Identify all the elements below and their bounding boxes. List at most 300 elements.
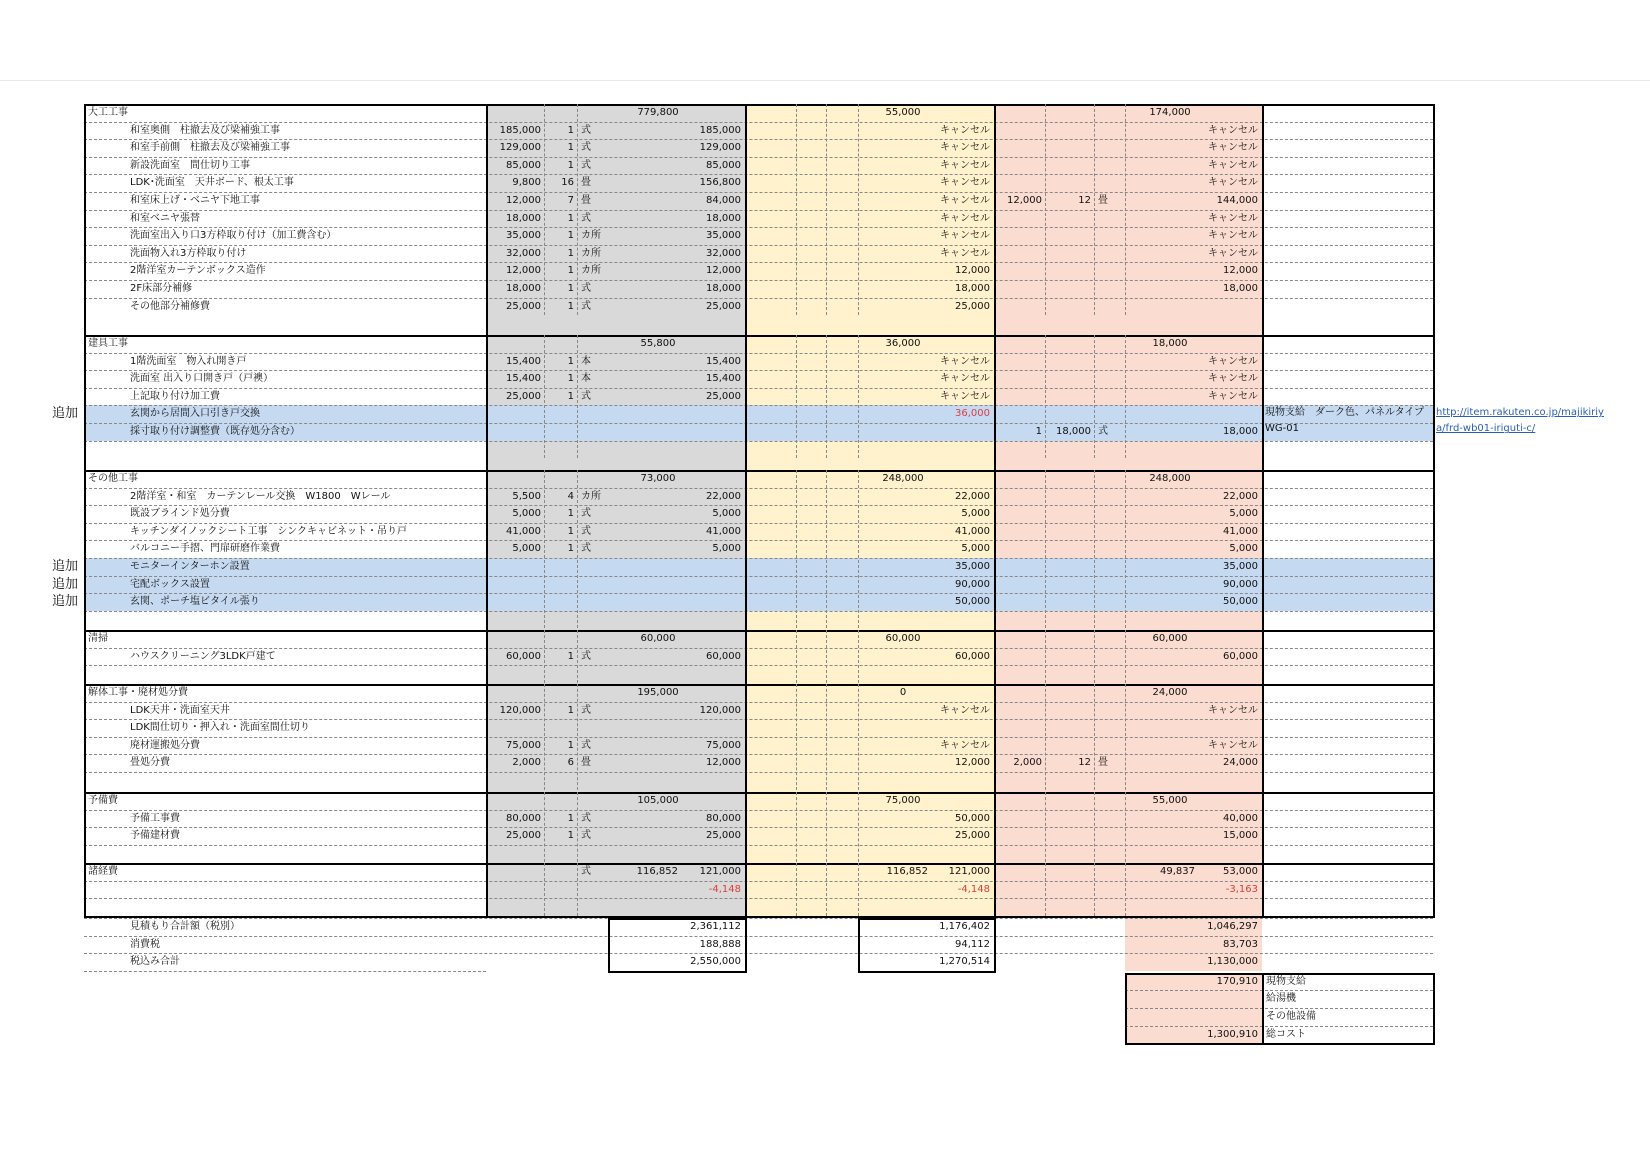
amount-c: キャンセル [1208,704,1258,716]
unit: カ所 [581,265,601,277]
added-label: 追加 [52,594,79,610]
summary-b: 1,270,514 [939,956,990,968]
amount-a: 156,800 [699,177,741,189]
unit: 式 [581,812,591,824]
column-rule [826,863,827,916]
amount-c: 18,000 [1223,283,1258,294]
section-title: 大工工事 [88,107,128,118]
item-label: ハウスクリーニング3LDK戸建て [130,650,276,662]
frame-divider-gray [486,104,488,916]
item-label: 洗面室出入り口3方枠取り付け（加工費含む） [130,230,337,242]
amount-b: 25,000 [955,300,990,312]
unit: 式 [581,508,591,520]
column-rule [544,630,545,683]
quantity: 1 [567,830,574,842]
amount-b: 5,000 [961,543,990,555]
unit: 畳 [581,757,591,769]
amount-a: 75,000 [706,739,741,751]
unit-c: 畳 [1098,757,1108,769]
column-rule [544,684,545,790]
amount-a: 5,000 [712,543,741,555]
supply-note: 現物支給 ダーク色、パネルタイプ WG-01 [1265,407,1425,435]
column-rule [1094,470,1095,628]
amount-b: 22,000 [955,490,990,502]
amount-c: キャンセル [1208,373,1258,385]
item-label: バルコニー手摺、門扉研磨作業費 [130,543,280,555]
unit-price: 85,000 [506,159,541,171]
frame-divider-notes [1262,104,1264,916]
section-total-a: 60,000 [640,633,676,644]
amount-c: キャンセル [1208,212,1258,224]
section-title: その他工事 [88,473,138,484]
column-rule [1045,863,1046,916]
amount-b: キャンセル [940,739,990,751]
quantity: 1 [567,124,574,136]
unit: 式 [581,300,591,312]
section-title: 清掃 [88,633,108,644]
amount-c: 41,000 [1223,525,1258,537]
unit: 式 [581,159,591,171]
item-label: 洗面物入れ3方枠取り付け [130,247,247,259]
quantity: 1 [567,300,574,312]
column-rule [826,684,827,790]
summary-rule [84,971,486,972]
unit-price: 12,000 [506,265,541,277]
unit-price: 9,800 [512,177,541,189]
amount-a: 41,000 [706,525,741,537]
amount-c: キャンセル [1208,390,1258,402]
expense-diff-c: -3,163 [1225,883,1258,895]
amount-a: 35,000 [706,230,741,242]
summary-a: 2,361,112 [690,921,741,932]
section-total-c: 248,000 [1149,473,1191,484]
quantity: 1 [567,812,574,824]
item-label: 玄関、ポーチ塩ビタイル張り [130,596,260,608]
section-title: 解体工事・廃材処分費 [88,687,188,698]
section-total-b: 60,000 [885,633,921,644]
item-label: 採寸取り付け調整費（既存処分含む） [130,426,300,437]
section-total-b: 248,000 [882,473,924,484]
amount-b: キャンセル [940,195,990,206]
amount-b: キャンセル [940,212,990,224]
amount-b: キャンセル [940,230,990,242]
column-rule [1045,335,1046,458]
column-rule [796,335,797,458]
unit-price: 32,000 [506,247,541,259]
summary-a: 188,888 [699,938,741,950]
section-total-a: 73,000 [640,473,676,484]
summary-c: 1,046,297 [1207,921,1258,932]
section-title: 諸経費 [88,866,118,877]
amount-b: キャンセル [940,124,990,136]
added-label: 追加 [52,576,79,592]
summary-label: 見積もり合計額（税別） [130,921,240,932]
column-rule [796,684,797,790]
quantity: 1 [567,739,574,751]
summary-c: 83,703 [1223,938,1258,950]
unit: 式 [581,830,591,842]
amount-c: 12,000 [1223,265,1258,277]
amount-c: 18,000 [1223,426,1258,437]
item-label: 和室奥側 柱撤去及び梁補強工事 [130,124,280,136]
amount-a: 85,000 [706,159,741,171]
amount-b: 36,000 [955,408,990,420]
column-rule [796,104,797,315]
quantity: 1 [567,508,574,520]
column-rule [858,863,859,916]
row-rule [84,898,1433,899]
column-rule [858,792,859,862]
item-label: 予備建材費 [130,830,180,842]
amount-a: 80,000 [706,812,741,824]
item-label: 和室床上げ・ベニヤ下地工事 [130,195,260,206]
unit: 式 [581,390,591,402]
amount-b: 50,000 [955,812,990,824]
section-total-a: 105,000 [637,795,679,806]
quantity: 1 [567,373,574,385]
item-label: 2階洋室カーテンボックス造作 [130,265,266,277]
column-rule [796,630,797,683]
amount-a: 60,000 [706,650,741,662]
column-rule [1094,684,1095,790]
column-rule [1125,684,1126,790]
amount-b: キャンセル [940,142,990,154]
unit-c: 畳 [1098,195,1108,206]
amount-b: 5,000 [961,508,990,520]
item-label: 2F床部分補修 [130,283,193,294]
unit: 式 [581,704,591,716]
section-total-c: 24,000 [1152,687,1188,698]
column-rule [577,630,578,683]
section-total-c: 18,000 [1152,338,1188,349]
column-rule [796,470,797,628]
unit-price-c: 2,000 [1013,757,1042,769]
item-label: 和室手前側 柱撤去及び梁補強工事 [130,142,290,154]
amount-b: 41,000 [955,525,990,537]
column-rule [577,684,578,790]
column-rule [1094,863,1095,916]
amount-c: 15,000 [1223,830,1258,842]
quantity: 16 [561,177,574,189]
summary-label: 消費税 [130,938,160,950]
summary-b: 1,176,402 [939,921,990,932]
column-rule [577,335,578,458]
section-total-a: 779,800 [637,107,679,118]
unit: 本 [581,373,591,385]
unit: 式 [581,525,591,537]
amount-b: 18,000 [955,283,990,294]
amount-a: 25,000 [706,390,741,402]
unit: カ所 [581,230,601,242]
item-label: LDK･洗面室 天井ボード、根太工事 [130,177,294,189]
summary-a: 2,550,000 [690,956,741,968]
item-label: 畳処分費 [130,757,170,769]
column-rule [1045,470,1046,628]
column-rule [826,630,827,683]
expense-raw-b: 116,852 [886,866,928,877]
amount-a: 120,000 [699,704,741,716]
item-label: 宅配ボックス設置 [130,578,210,590]
amount-c: 50,000 [1223,596,1258,608]
amount-b: 90,000 [955,578,990,590]
item-label: LDK天井・洗面室天井 [130,704,230,716]
extra-label: 給湯機 [1266,993,1296,1005]
unit-price-c: 1 [1035,426,1042,437]
amount-c: キャンセル [1208,124,1258,136]
unit-price: 120,000 [499,704,541,716]
quantity: 1 [567,283,574,294]
expense-a: 121,000 [699,866,741,877]
column-rule [826,104,827,315]
quantity: 1 [567,230,574,242]
amount-b: 35,000 [955,561,990,572]
column-rule [796,792,797,862]
section-total-b: 75,000 [885,795,921,806]
product-link[interactable]: http://item.rakuten.co.jp/majikiriya/frd-wb01-iriguti-c/ [1436,407,1604,435]
column-rule [544,863,545,916]
quantity: 1 [567,543,574,555]
unit-price: 60,000 [506,650,541,662]
item-label: 予備工事費 [130,812,180,824]
item-label: 1階洗面室 物入れ開き戸 [130,355,247,367]
column-rule [1094,335,1095,458]
amount-a: 18,000 [706,212,741,224]
column-rule [826,470,827,628]
item-label: 新設洗面室 間仕切り工事 [130,159,250,171]
section-title: 建具工事 [88,338,128,349]
column-rule [577,470,578,628]
row-rule [84,665,1433,666]
item-label: 廃材運搬処分費 [130,739,200,751]
amount-b: キャンセル [940,390,990,402]
item-label: 既設ブラインド処分費 [130,508,230,520]
column-rule [858,630,859,683]
unit: カ所 [581,490,601,502]
extra-value: 170,910 [1216,975,1258,987]
section-total-c: 174,000 [1149,107,1191,118]
column-rule [858,684,859,790]
column-rule [1045,684,1046,790]
amount-a: 18,000 [706,283,741,294]
summary-c: 1,130,000 [1207,956,1258,968]
unit-price: 5,500 [512,490,541,502]
amount-b: キャンセル [940,177,990,189]
column-rule [1125,335,1126,458]
amount-b: キャンセル [940,159,990,171]
column-rule [796,863,797,916]
row-rule [84,772,1433,773]
amount-c: キャンセル [1208,247,1258,259]
amount-c: キャンセル [1208,177,1258,189]
amount-b: キャンセル [940,355,990,367]
amount-b: 12,000 [955,757,990,769]
expense-raw-c: 49,837 [1160,866,1195,877]
extra-label: その他設備 [1266,1011,1316,1022]
quantity-c: 18,000 [1056,426,1091,437]
amount-b: 60,000 [955,650,990,662]
frame-left [84,104,86,916]
column-rule [858,104,859,315]
item-label: 上記取り付け加工費 [130,390,220,402]
column-rule [1094,630,1095,683]
amount-a: 15,400 [706,373,741,385]
column-rule [826,792,827,862]
section-total-b: 36,000 [885,338,921,349]
column-rule [1125,630,1126,683]
column-rule [544,470,545,628]
item-label: 2階洋室・和室 カーテンレール交換 W1800 Wレール [130,490,391,502]
item-label: 洗面室 出入り口開き戸（戸襖） [130,373,274,385]
column-rule [577,104,578,315]
unit: 式 [581,543,591,555]
frame-right [1433,104,1435,916]
amount-c: 22,000 [1223,490,1258,502]
summary-box-b [858,918,996,973]
unit-price-c: 12,000 [1007,195,1042,206]
unit-price: 75,000 [506,739,541,751]
unit: 式 [581,142,591,154]
frame-divider-yellow [745,104,747,916]
amount-c: 5,000 [1229,543,1258,555]
column-rule [1045,104,1046,315]
unit: 式 [581,124,591,136]
unit-price: 15,400 [506,373,541,385]
amount-b: キャンセル [940,247,990,259]
unit-price: 35,000 [506,230,541,242]
amount-b: キャンセル [940,704,990,716]
column-rule [1125,104,1126,315]
column-rule [1125,863,1126,916]
quantity: 1 [567,159,574,171]
amount-c: 24,000 [1223,757,1258,769]
amount-b: 25,000 [955,830,990,842]
column-rule [1094,792,1095,862]
item-label: モニターインターホン設置 [130,561,250,572]
column-rule [577,863,578,916]
unit: 畳 [581,177,591,189]
section-title: 予備費 [88,795,118,806]
unit-price: 129,000 [499,142,541,154]
expense-diff-a: -4,148 [708,883,741,895]
quantity: 1 [567,142,574,154]
amount-a: 25,000 [706,300,741,312]
quantity: 1 [567,355,574,367]
amount-c: キャンセル [1208,355,1258,367]
quantity-c: 12 [1078,757,1091,769]
item-label: その他部分補修費 [130,300,210,312]
unit-price: 18,000 [506,212,541,224]
column-rule [1125,792,1126,862]
column-rule [826,335,827,458]
column-rule [544,792,545,862]
unit-price: 25,000 [506,390,541,402]
row-rule [84,441,1433,442]
amount-a: 12,000 [706,265,741,277]
row-rule [84,845,1433,846]
column-rule [577,792,578,862]
unit-price: 12,000 [506,195,541,206]
unit: 畳 [581,195,591,206]
page-top-rule [0,80,1650,81]
amount-a: 84,000 [706,195,741,206]
item-label: キッチンダイノックシート工事 シンクキャビネット・吊り戸 [130,525,407,537]
amount-a: 12,000 [706,757,741,769]
unit-price: 185,000 [499,124,541,136]
unit-price: 41,000 [506,525,541,537]
amount-b: 50,000 [955,596,990,608]
quantity: 1 [567,247,574,259]
amount-a: 185,000 [699,124,741,136]
section-total-c: 55,000 [1152,795,1188,806]
column-rule [1094,104,1095,315]
column-rule [1262,973,1264,1043]
column-rule [1125,470,1126,628]
quantity: 1 [567,704,574,716]
amount-c: 60,000 [1223,650,1258,662]
unit: 本 [581,355,591,367]
item-label: 和室ベニヤ張替 [130,212,200,224]
quantity: 7 [567,195,574,206]
amount-b: キャンセル [940,373,990,385]
amount-c: 40,000 [1223,812,1258,824]
expense-b: 121,000 [948,866,990,877]
unit-price: 25,000 [506,830,541,842]
extra-value: 1,300,910 [1207,1028,1258,1040]
amount-a: 25,000 [706,830,741,842]
column-rule [858,470,859,628]
section-total-b: 55,000 [885,107,921,118]
extra-label: 総コスト [1266,1028,1306,1040]
amount-c: 144,000 [1216,195,1258,206]
amount-a: 22,000 [706,490,741,502]
section-total-b: 0 [899,687,907,698]
unit: 式 [581,283,591,294]
added-label: 追加 [52,406,79,422]
quantity: 1 [567,212,574,224]
unit: 式 [581,650,591,662]
amount-a: 32,000 [706,247,741,259]
amount-c: 35,000 [1223,561,1258,572]
unit-c: 式 [1098,426,1108,437]
amount-a: 5,000 [712,508,741,520]
amount-c: 5,000 [1229,508,1258,520]
extra-label: 現物支給 [1266,975,1306,987]
item-label: LDK間仕切り・押入れ・洗面室間仕切り [130,722,310,734]
frame-divider-salmon [994,104,996,916]
unit-price: 80,000 [506,812,541,824]
unit: カ所 [581,247,601,259]
quantity: 6 [567,757,574,769]
summary-box-a [608,918,747,973]
unit-price: 18,000 [506,283,541,294]
amount-c: 90,000 [1223,578,1258,590]
amount-c: キャンセル [1208,230,1258,242]
summary-label: 税込み合計 [130,956,180,968]
column-rule [544,104,545,315]
extra-box [1125,973,1435,1045]
amount-c: キャンセル [1208,142,1258,154]
quantity-c: 12 [1078,195,1091,206]
unit-price: 5,000 [512,543,541,555]
amount-a: 129,000 [699,142,741,154]
unit-price: 2,000 [512,757,541,769]
quantity: 1 [567,525,574,537]
unit-cell: 式 [581,866,591,877]
amount-c: キャンセル [1208,739,1258,751]
amount-a: 15,400 [706,355,741,367]
row-rule [84,918,1433,919]
amount-b: 12,000 [955,265,990,277]
